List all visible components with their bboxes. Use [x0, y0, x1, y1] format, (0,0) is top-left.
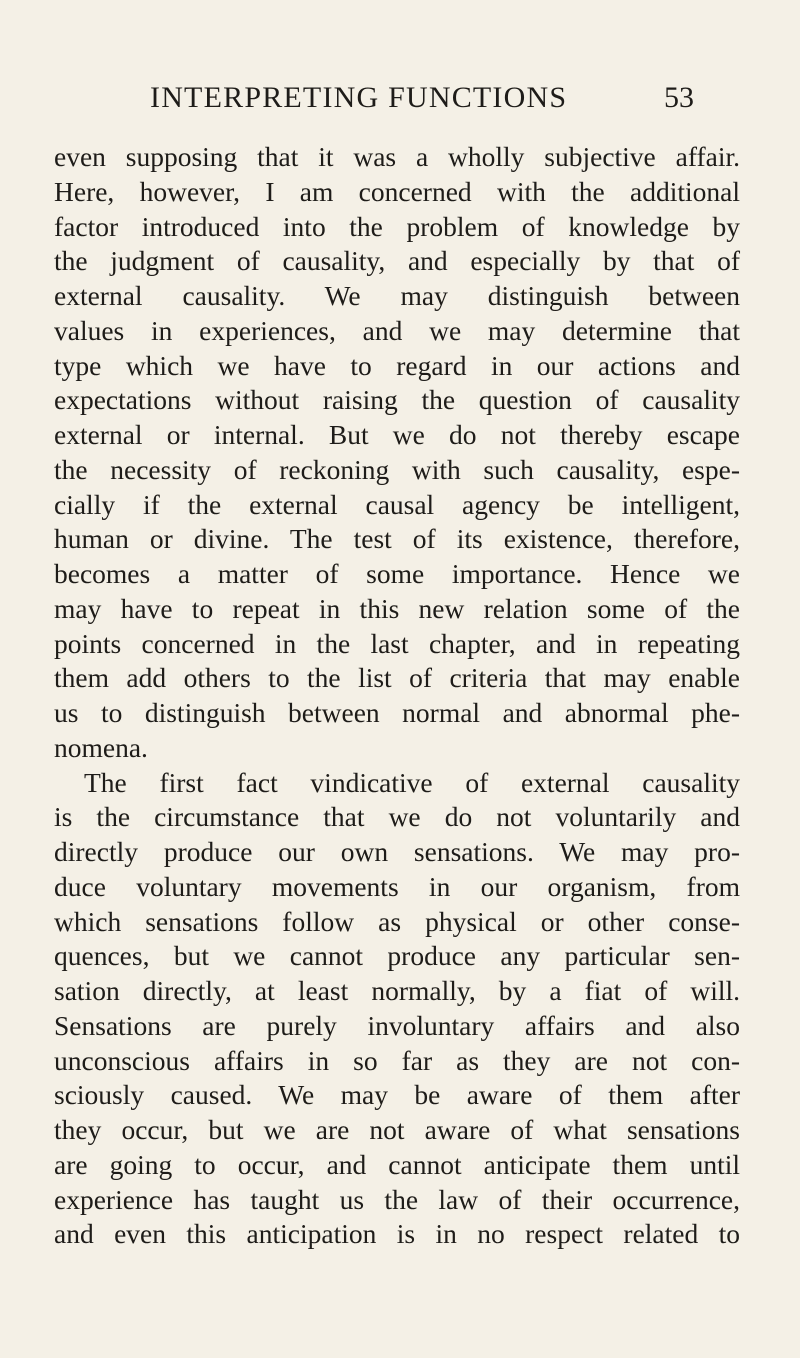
- running-head: [150, 78, 800, 118]
- text-line: human or divine. The test of its existence, therefore,: [54, 523, 740, 555]
- text-line: becomes a matter of some importance. Hence we: [54, 558, 740, 589]
- text-line: sation directly, at least normally, by a fiat of will.: [54, 975, 740, 1006]
- text-line: type which we have to regard in our actions and: [54, 349, 740, 381]
- text-line: values in experiences, and we may determine that: [54, 314, 740, 346]
- page-number: 53: [664, 81, 694, 114]
- text-line: cially if the external causal agency be intelligent,: [54, 488, 740, 520]
- text-line: Sensations are purely involuntary affairs and also: [54, 1009, 740, 1041]
- text-line: external or internal. But we do not thereby escape: [54, 419, 740, 450]
- text-line: external causality. We may distinguish between: [54, 280, 740, 311]
- text-line: nomena.: [54, 731, 148, 763]
- text-line: is the circumstance that we do not voluntarily and: [54, 801, 740, 833]
- text-line: sciously caused. We may be aware of them after: [54, 1079, 740, 1111]
- text-line: them add others to the list of criteria that may enable: [54, 662, 740, 694]
- text-line: unconscious affairs in so far as they are not con-: [54, 1044, 740, 1076]
- text-line: are going to occur, and cannot anticipate them until: [54, 1148, 740, 1180]
- text-line: even supposing that it was a wholly subjective affair.: [54, 141, 740, 172]
- text-line: Here, however, I am concerned with the additional: [54, 175, 740, 207]
- text-line: points concerned in the last chapter, and in repeating: [54, 627, 740, 659]
- text-line: the judgment of causality, and especially by that of: [54, 245, 740, 277]
- text-line: directly produce our own sensations. We may pro-: [54, 836, 740, 867]
- text-line: they occur, but we are not aware of what sensations: [54, 1114, 740, 1145]
- text-line: which sensations follow as physical or other conse-: [54, 905, 740, 937]
- text-line: us to distinguish between normal and abnormal phe-: [54, 697, 740, 728]
- text-line: duce voluntary movements in our organism, from: [54, 870, 740, 902]
- text-line: experience has taught us the law of their occurrence,: [54, 1183, 740, 1215]
- text-line: expectations without raising the question of causality: [54, 384, 740, 416]
- body-text: [54, 140, 740, 1252]
- text-line: the necessity of reckoning with such causality, espe-: [54, 453, 740, 485]
- text-line: and even this anticipation is in no respect related to: [54, 1218, 740, 1250]
- text-line: may have to repeat in this new relation some of the: [54, 592, 740, 624]
- text-line: quences, but we cannot produce any particular sen-: [54, 940, 740, 972]
- text-line: The first fact vindicative of external causality: [84, 766, 740, 798]
- text-line: factor introduced into the problem of knowledge by: [54, 210, 740, 242]
- running-head-title: INTERPRETING FUNCTIONS: [150, 81, 568, 114]
